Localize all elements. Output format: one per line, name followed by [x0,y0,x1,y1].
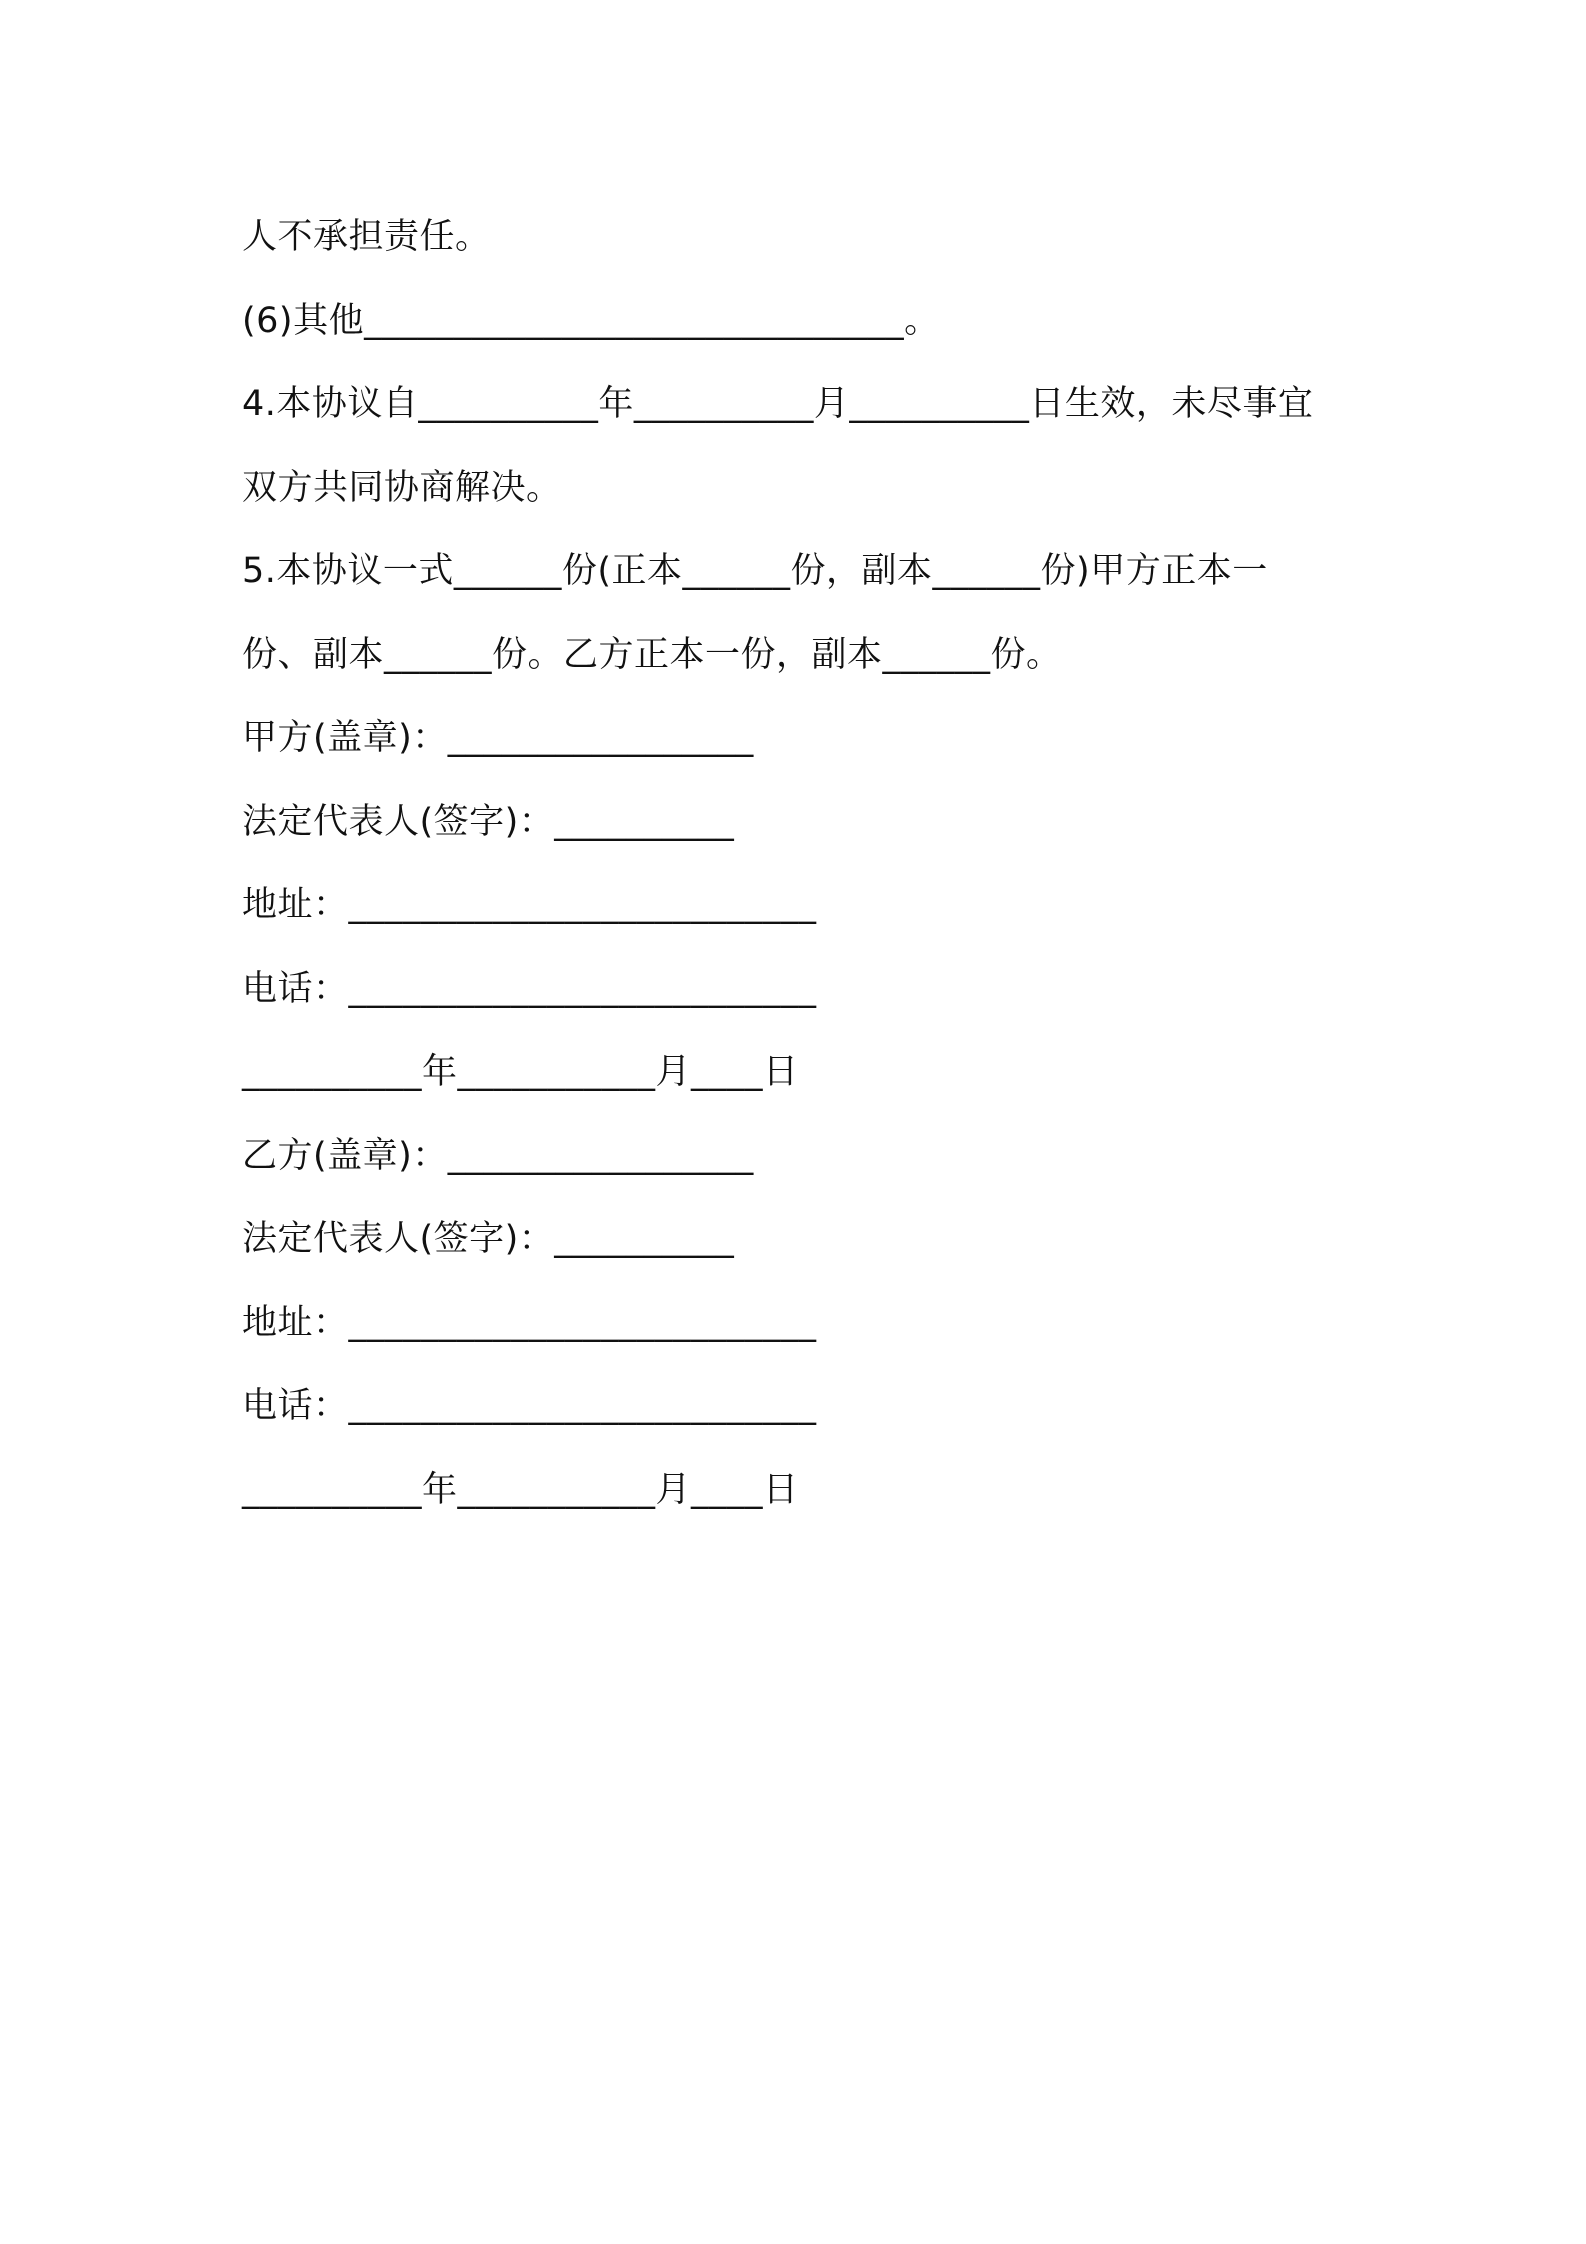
party-b-address: 地址：__________________________ [242,1302,817,1343]
party-b-legal-rep: 法定代表人(签字)：__________ [242,1219,735,1259]
party-a-legal-rep: 法定代表人(签字)：__________ [242,801,735,842]
party-b-seal: 乙方(盖章)：_________________ [242,1135,754,1176]
party-a-seal: 甲方(盖章)：_________________ [242,718,754,758]
clause-copies-cont: 份、副本______份。乙方正本一份，副本______份。 [242,634,1062,675]
party-a-date: __________年___________月____日 [242,1052,799,1092]
party-a-address: 地址：__________________________ [242,885,817,925]
clause-copies: 5.本协议一式______份(正本______份，副本______份)甲方正本一 [242,551,1268,591]
party-b-date: __________年___________月____日 [242,1469,799,1510]
clause-other: (6)其他______________________________。 [242,300,940,341]
clause-effective-date-cont: 双方共同协商解决。 [242,467,562,508]
document-body [242,196,1362,1532]
party-b-phone: 电话：__________________________ [242,1386,817,1426]
clause-text-liability: 人不承担责任。 [242,217,491,257]
party-a-phone: 电话：__________________________ [242,968,817,1009]
clause-effective-date: 4.本协议自__________年__________月__________日生效，未尽事宜 [242,384,1314,424]
